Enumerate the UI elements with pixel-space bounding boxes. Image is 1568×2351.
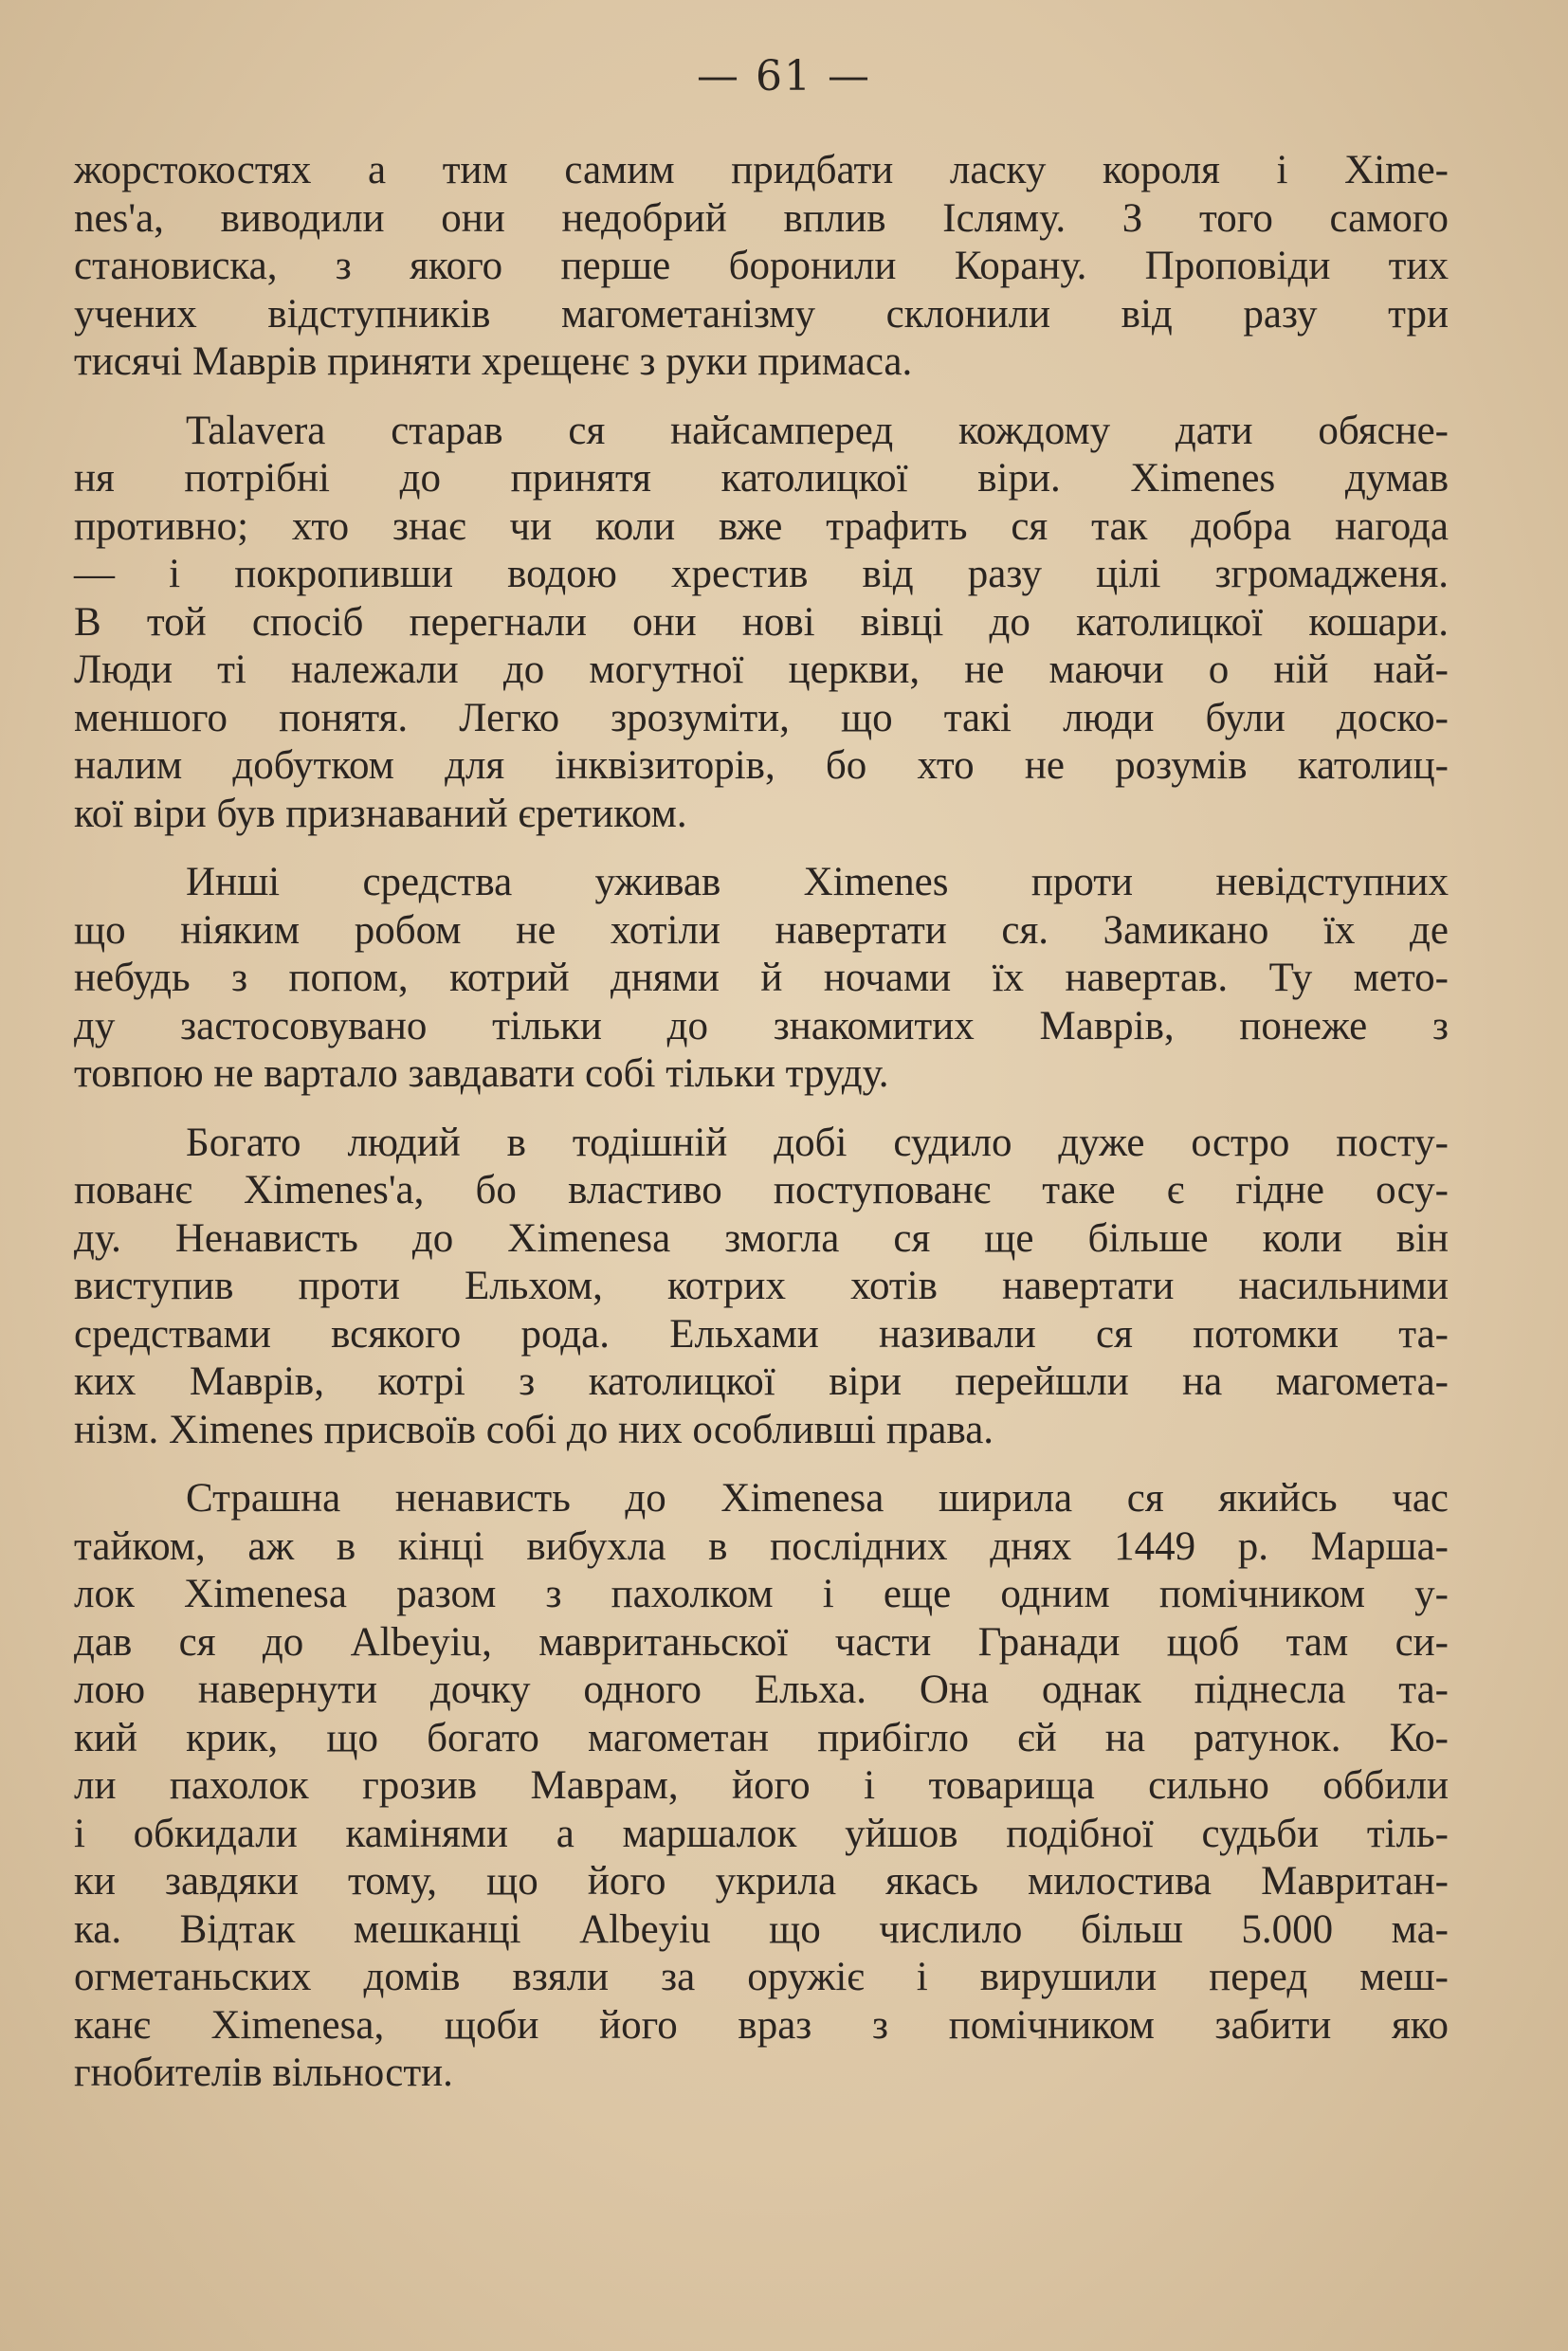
text-line: виступив проти Ельхом, котрих хотів навертати насильними <box>74 1264 1449 1308</box>
text-line: налим добутком для інквізиторів, бо хто не розумів католиц- <box>74 743 1449 788</box>
text-line: Страшна ненависть до Ximenesa ширила ся якийсь час <box>186 1476 1449 1521</box>
text-line: ня потрібні до принятя католицкої віри. Ximenes думав <box>74 456 1449 501</box>
text-line: небудь з попом, котрий днями й ночами їх навертав. Ту мето- <box>74 956 1449 1000</box>
text-line: тайком, аж в кінці вибухла в послідних днях 1449 р. Марша- <box>74 1523 1449 1569</box>
text-line: ду. Ненависть до Ximenesa змогла ся ще більше коли він <box>74 1215 1449 1261</box>
text-line: учених відступників магометанізму склонили від разу три <box>74 291 1449 337</box>
text-line: що ніяким робом не хотіли навертати ся. Замикано їх де <box>74 907 1449 953</box>
page-number: — 61 — <box>697 52 871 100</box>
text-line: Богато людий в тодішній добі судило дуже остро посту- <box>186 1120 1449 1165</box>
text-line: ка. Відтак мешканці Albeyiu що числило більш 5.000 ма- <box>74 1906 1449 1952</box>
text-line: ли пахолок грозив Маврам, його і товарища сильно оббили <box>74 1763 1449 1808</box>
text-line: канє Ximenesa, щоби його враз з помічником забити яко <box>74 2002 1449 2048</box>
body-text <box>74 147 1449 2119</box>
text-line: огметаньских домів взяли за оружіє і вирушили перед меш- <box>74 1955 1449 1999</box>
text-line: ки завдяки тому, що його укрила якась милостива Мавритан- <box>74 1859 1449 1904</box>
text-line: гнобителів вільности. <box>74 2050 453 2095</box>
text-line: В той спосіб перегнали они нові вівці до католицкої кошари. <box>74 599 1449 645</box>
text-line: нізм. Ximenes присвоїв собі до них особливші права. <box>74 1407 994 1452</box>
text-line: кої віри був признаваний єретиком. <box>74 791 687 836</box>
text-line: лок Ximenesa разом з пахолком і еще одним помічником у- <box>74 1572 1449 1616</box>
paragraph-3 <box>74 859 1449 1099</box>
text-line: жорстокостях а тим самим придбати ласку короля і Хime- <box>74 148 1449 192</box>
paragraph-4 <box>74 1120 1449 1455</box>
text-line: тисячі Маврів приняти хрещенє з руки примаса. <box>74 339 913 384</box>
text-line: Инші средства уживав Ximenes проти невідступних <box>186 860 1449 904</box>
paragraph-2 <box>74 408 1449 839</box>
paragraph-5 <box>74 1475 1449 2098</box>
text-line: Люди ті належали до могутної церкви, не маючи о ній най- <box>74 647 1449 692</box>
text-line: дав ся до Albeyiu, мавританьскої части Гранади щоб там си- <box>74 1619 1449 1665</box>
text-line: становиска, з якого перше боронили Корану. Проповіди тих <box>74 244 1449 288</box>
text-line: меншого понятя. Легко зрозуміти, що такі люди були доско- <box>74 695 1449 740</box>
text-line: противно; хто знає чи коли вже трафить ся так добра нагода <box>74 503 1449 549</box>
text-line: лою навернути дочку одного Ельха. Она однак піднесла та- <box>74 1668 1449 1712</box>
text-line: nes'а, виводили они недобрий вплив Ісляму. З того самого <box>74 195 1449 241</box>
text-line: товпою не вартало завдавати собі тільки труду. <box>74 1051 889 1096</box>
text-line: Talavera старав ся найсамперед кождому дати обясне- <box>186 408 1449 453</box>
text-line: средствами всякого рода. Ельхами називали ся потомки та- <box>74 1311 1449 1357</box>
paragraph-1 <box>74 147 1449 387</box>
text-line: і обкидали камінями а маршалок уйшов подібної судьби тіль- <box>74 1811 1449 1856</box>
text-line: пованє Ximenes'а, бо властиво поступованє таке є гідне осу- <box>74 1168 1449 1212</box>
text-line: — і покропивши водою хрестив від разу цілі згромадженя. <box>74 552 1449 596</box>
text-line: кий крик, що богато магометан прибігло єй на ратунок. Ко- <box>74 1715 1449 1760</box>
text-line: ду застосовувано тільки до знакомитих Маврів, понеже з <box>74 1003 1449 1048</box>
text-line: ких Маврів, котрі з католицкої віри перейшли на магомета- <box>74 1359 1449 1404</box>
